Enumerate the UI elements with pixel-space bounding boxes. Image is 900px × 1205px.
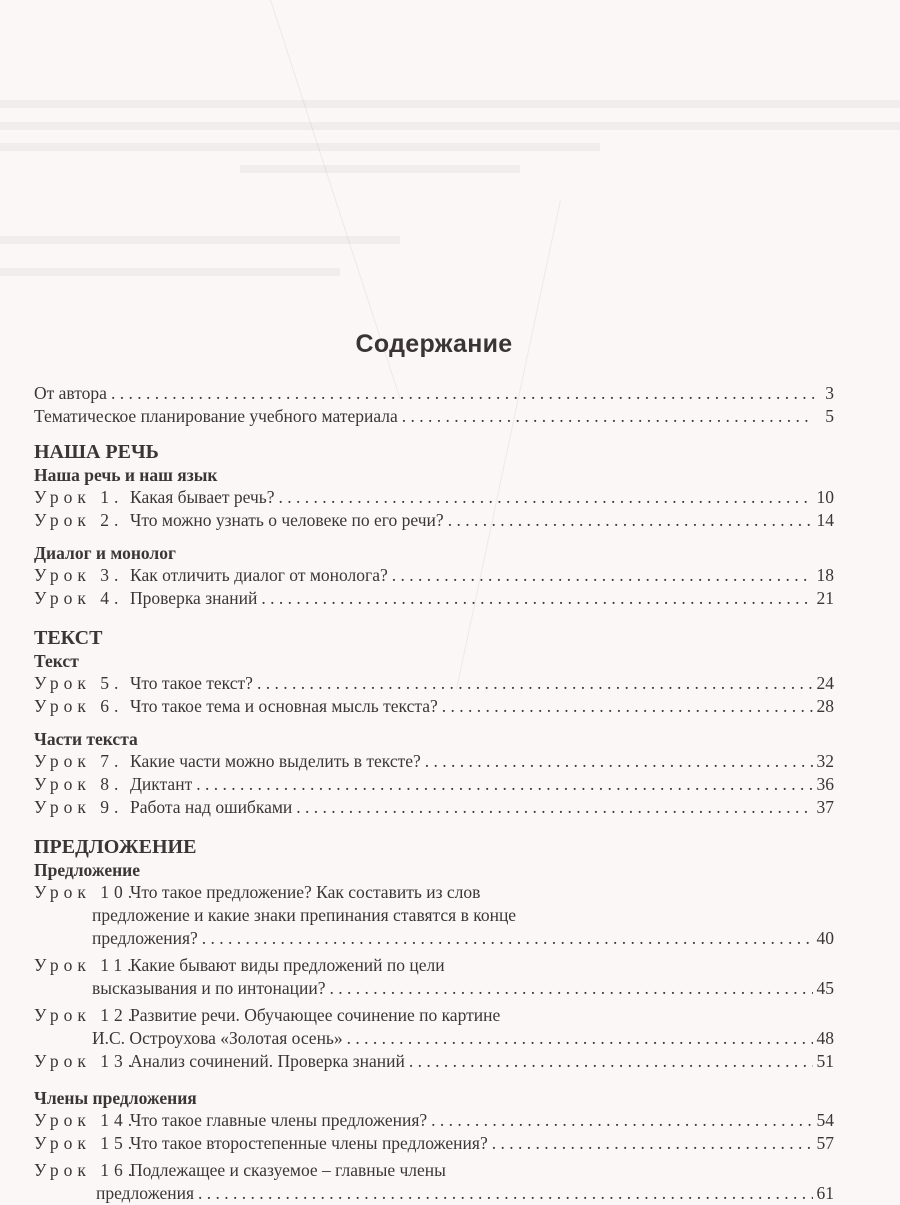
entry-label: Тематическое планирование учебного материала [34, 406, 398, 426]
lesson-page: 54 [816, 1110, 834, 1130]
lesson-page: 37 [816, 797, 834, 817]
lesson-prefix: Урок 10. [34, 882, 138, 902]
lesson-page: 28 [816, 696, 834, 716]
lesson-prefix: Урок 9. [34, 797, 124, 817]
lesson-entry-line: Урок 11.Какие бывают виды предложений по цели [34, 955, 445, 975]
lesson-entry [34, 509, 834, 532]
entry-page: 3 [825, 383, 834, 403]
lesson-entry [34, 773, 834, 796]
lesson-label: Урок 4. Проверка знаний [34, 588, 258, 608]
lesson-entry-line: Урок 12.Развитие речи. Обучающее сочинение по картине [34, 1005, 501, 1025]
dot-leader [347, 1027, 813, 1050]
lesson-page: 57 [816, 1133, 834, 1153]
lesson-page: 48 [816, 1028, 834, 1048]
lesson-prefix: Урок 3. [34, 565, 124, 585]
section-heading: Диалог и монолог [34, 543, 176, 563]
lesson-label: Урок 3. Как отличить диалог от монолога? [34, 565, 388, 585]
lesson-entry [34, 486, 834, 509]
dot-leader [492, 1132, 813, 1155]
lesson-entry [34, 1050, 834, 1073]
lesson-page: 36 [816, 774, 834, 794]
lesson-page: 14 [816, 510, 834, 530]
entry-page: 5 [825, 406, 834, 426]
part-heading: ПРЕДЛОЖЕНИЕ [34, 836, 197, 858]
lesson-entry [34, 750, 834, 773]
lesson-label: высказывания и по интонации? [92, 978, 326, 998]
lesson-prefix: Урок 4. [34, 588, 124, 608]
lesson-prefix: Урок 1. [34, 487, 124, 507]
lesson-entry [34, 1132, 834, 1155]
lesson-entry [34, 1027, 834, 1050]
section-heading: Наша речь и наш язык [34, 465, 218, 485]
lesson-page: 45 [816, 978, 834, 998]
bleed-through [0, 122, 900, 130]
dot-leader [111, 382, 814, 405]
lesson-prefix: Урок 5. [34, 673, 124, 693]
lesson-prefix: Урок 16. [34, 1160, 138, 1180]
dot-leader [448, 509, 813, 532]
lesson-page: 61 [816, 1183, 834, 1203]
lesson-page: 40 [816, 928, 834, 948]
lesson-label: Урок 13.Анализ сочинений. Проверка знаний [34, 1051, 405, 1071]
lesson-page: 21 [816, 588, 834, 608]
lesson-entry [34, 587, 834, 610]
lesson-prefix: Урок 11. [34, 955, 137, 975]
lesson-entry [34, 927, 834, 950]
dot-leader [261, 587, 812, 610]
part-heading: ТЕКСТ [34, 627, 103, 649]
lesson-entry [34, 977, 834, 1000]
bleed-through [0, 268, 340, 276]
part-heading: НАША РЕЧЬ [34, 441, 159, 463]
dot-leader [196, 773, 812, 796]
lesson-label: И.С. Остроухова «Золотая осень» [92, 1028, 343, 1048]
dot-leader [202, 927, 813, 950]
lesson-label: предложения [96, 1183, 195, 1203]
lesson-label: Урок 14.Что такое главные члены предложения? [34, 1110, 428, 1130]
lesson-entry [34, 564, 834, 587]
lesson-prefix: Урок 13. [34, 1051, 138, 1071]
lesson-entry [34, 796, 834, 819]
lesson-page: 24 [816, 673, 834, 693]
dot-leader [296, 796, 812, 819]
bleed-through [0, 143, 600, 151]
lesson-prefix: Урок 6. [34, 696, 124, 716]
dot-leader [279, 486, 813, 509]
dot-leader [257, 672, 813, 695]
dot-leader [425, 750, 813, 773]
lesson-entry [34, 1109, 834, 1132]
entry-label: От автора [34, 383, 107, 403]
lesson-prefix: Урок 8. [34, 774, 124, 794]
dot-leader [442, 695, 813, 718]
dot-leader [409, 1050, 813, 1073]
lesson-page: 10 [816, 487, 834, 507]
lesson-entry [34, 672, 834, 695]
lesson-prefix: Урок 7. [34, 751, 124, 771]
section-heading: Члены предложения [34, 1088, 197, 1108]
table-of-contents [34, 330, 834, 1205]
lesson-label: Урок 2. Что можно узнать о человеке по его речи? [34, 510, 444, 530]
lesson-label: Урок 7. Какие части можно выделить в тексте? [34, 751, 421, 771]
section-heading: Части текста [34, 729, 138, 749]
lesson-entry [34, 695, 834, 718]
lesson-label: Урок 8. Диктант [34, 774, 193, 794]
lesson-page: 18 [816, 565, 834, 585]
lesson-entry-line: предложение и какие знаки препинания ставятся в конце [92, 905, 517, 925]
toc-entry [34, 405, 834, 428]
lesson-label: предложения? [92, 928, 198, 948]
dot-leader [431, 1109, 812, 1132]
lesson-page: 32 [816, 751, 834, 771]
dot-leader [198, 1182, 812, 1205]
lesson-label: Урок 6. Что такое тема и основная мысль текста? [34, 696, 438, 716]
section-heading: Предложение [34, 860, 141, 880]
lesson-label: Урок 15.Что такое второстепенные члены предложения? [34, 1133, 488, 1153]
section-heading: Текст [34, 651, 79, 671]
lesson-page: 51 [816, 1051, 834, 1071]
lesson-prefix: Урок 14. [34, 1110, 138, 1130]
lesson-entry-line: Урок 16.Подлежащее и сказуемое – главные члены [34, 1160, 446, 1180]
dot-leader [330, 977, 813, 1000]
lesson-prefix: Урок 12. [34, 1005, 138, 1025]
lesson-label: Урок 1. Какая бывает речь? [34, 487, 275, 507]
lesson-label: Урок 9. Работа над ошибками [34, 797, 293, 817]
lesson-label: Урок 5. Что такое текст? [34, 673, 253, 693]
lesson-entry-line: Урок 10.Что такое предложение? Как составить из слов [34, 882, 481, 902]
lesson-prefix: Урок 2. [34, 510, 124, 530]
bleed-through [240, 165, 520, 173]
toc-entry [34, 382, 834, 405]
page-title: Содержание [355, 330, 513, 358]
dot-leader [392, 564, 813, 587]
lesson-entry [34, 1182, 834, 1205]
lesson-prefix: Урок 15. [34, 1133, 138, 1153]
bleed-through [0, 236, 400, 244]
dot-leader [402, 405, 814, 428]
bleed-through [0, 100, 900, 108]
